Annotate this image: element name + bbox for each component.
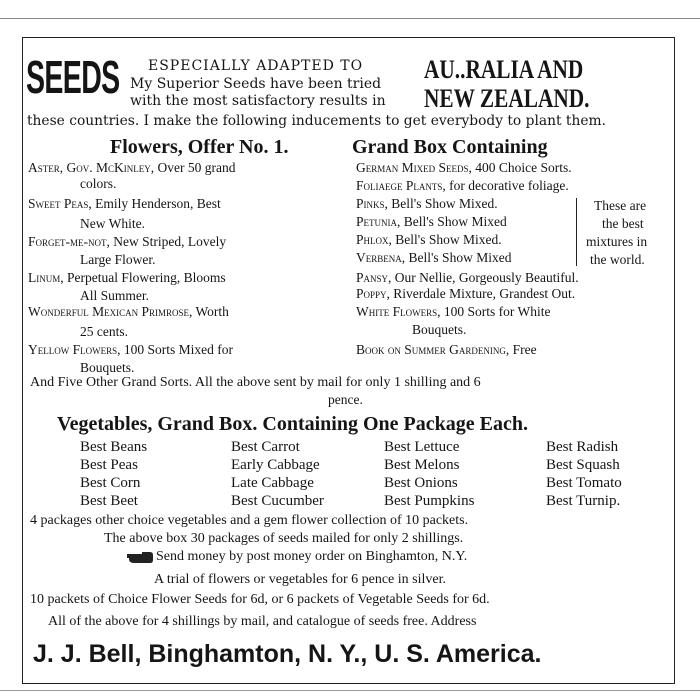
vegetable-item: Best Melons — [384, 457, 460, 473]
flower-item-name: Book on Summer Gardening, — [356, 342, 510, 357]
flower-item-continuation: Bouquets. — [412, 322, 467, 337]
vegetable-item: Best Tomato — [546, 475, 622, 491]
flower-item-name: Wonderful Mexican Primrose, — [28, 304, 193, 319]
veg-line-1: 4 packages other choice vegetables and a gem flower collection of 10 packets. — [30, 513, 469, 528]
intro-line-1: My Superior Seeds have been tried — [130, 76, 382, 92]
flower-item-continuation: All Summer. — [80, 288, 150, 303]
flower-item-right — [356, 196, 498, 212]
flower-item-right — [356, 232, 502, 248]
vegetable-item: Best Lettuce — [384, 439, 460, 455]
vegetable-item: Late Cabbage — [231, 475, 314, 491]
vegetable-item: Best Cucumber — [231, 493, 324, 509]
flower-item-desc: Bell's Show Mixed. — [391, 232, 502, 247]
flower-item-desc: Bell's Show Mixed — [400, 214, 507, 229]
flower-item-continuation: 25 cents. — [80, 324, 128, 339]
veg-line-2: The above box 30 packages of seeds mailed for only 2 shillings. — [104, 531, 464, 546]
flower-item-desc: 400 Choice Sorts. — [471, 160, 572, 175]
flower-item-right — [356, 304, 551, 320]
flower-item-right — [356, 342, 537, 358]
bottom-rule — [0, 690, 700, 691]
flower-item-left — [28, 196, 221, 212]
bracket-divider — [576, 198, 577, 266]
flower-item-name: Foliaege Plants, — [356, 178, 446, 193]
intro-line-2: with the most satisfactory results in — [130, 93, 386, 109]
vegetable-item: Best Beans — [80, 439, 148, 455]
flower-item-desc: New Striped, Lovely — [109, 234, 227, 249]
flower-item-name: Sweet Peas, — [28, 196, 92, 211]
flower-item-name: German Mixed Seeds, — [356, 160, 472, 175]
vegetable-item: Best Radish — [546, 439, 619, 455]
flower-item-desc: Free — [509, 342, 537, 357]
country-australia: AU..RALIA AND — [424, 55, 584, 84]
flower-item-name: Pinks, — [356, 196, 388, 211]
flower-item-name: Yellow Flowers, — [28, 342, 121, 357]
flower-item-left — [28, 234, 226, 250]
flower-item-desc: for decorative foliage. — [445, 178, 569, 193]
adapted-line: ESPECIALLY ADAPTED TO — [148, 58, 364, 74]
flower-item-right — [356, 178, 569, 194]
bracket-note-line: the best — [602, 216, 644, 231]
flowers-closing-1: And Five Other Grand Sorts. All the above sent by mail for only 1 shilling and 6 — [30, 375, 481, 390]
flower-item-continuation: Large Flower. — [80, 252, 156, 267]
flower-item-left — [28, 304, 229, 320]
flower-item-desc: Bell's Show Mixed — [405, 250, 512, 265]
flower-item-left — [28, 160, 235, 176]
flower-item-name: Pansy, — [356, 270, 392, 285]
flower-item-name: Forget-me-not, — [28, 234, 110, 249]
flower-item-left — [28, 270, 226, 286]
vegetable-item: Best Carrot — [231, 439, 300, 455]
veg-line-6: All of the above for 4 shillings by mail, and catalogue of seeds free. Address — [48, 614, 477, 629]
bracket-note-line: the world. — [590, 252, 645, 267]
veg-line-4: A trial of flowers or vegetables for 6 pence in silver. — [154, 572, 446, 587]
flower-item-continuation: New White. — [80, 216, 145, 231]
vegetable-item: Early Cabbage — [231, 457, 320, 473]
flower-item-continuation: colors. — [80, 176, 117, 191]
bracket-note-line: mixtures in — [586, 234, 648, 249]
flower-item-desc: Perpetual Flowering, Blooms — [63, 270, 226, 285]
flower-item-desc: Worth — [192, 304, 229, 319]
grand-box-heading: Grand Box Containing — [352, 136, 548, 158]
flowers-heading: Flowers, Offer No. 1. — [110, 136, 289, 158]
flower-item-name: Aster, Gov. McKinley, — [28, 160, 155, 175]
flower-item-right — [356, 214, 507, 230]
flower-item-name: Phlox, — [356, 232, 392, 247]
top-rule — [0, 18, 700, 19]
pointing-hand-icon — [126, 549, 154, 569]
vegetable-item: Best Pumpkins — [384, 493, 475, 509]
flower-item-desc: Our Nellie, Gorgeously Beautiful. — [391, 270, 579, 285]
seeds-title: SEEDS — [26, 51, 120, 103]
vegetable-item: Best Peas — [80, 457, 138, 473]
flower-item-right — [356, 250, 511, 266]
flower-item-desc: Bell's Show Mixed. — [387, 196, 498, 211]
flower-item-name: Linum, — [28, 270, 64, 285]
vegetable-item: Best Squash — [546, 457, 620, 473]
advertiser-signature: J. J. Bell, Binghamton, N. Y., U. S. America. — [33, 640, 542, 668]
bracket-note-line: These are — [594, 198, 647, 213]
flower-item-left — [28, 342, 233, 358]
flower-item-desc: Over 50 grand — [154, 160, 236, 175]
flower-item-desc: Riverdale Mixture, Grandest Out. — [389, 286, 576, 301]
vegetable-item: Best Onions — [384, 475, 458, 491]
veg-line-3: Send money by post money order on Binghamton, N.Y. — [156, 549, 468, 564]
flower-item-desc: Emily Henderson, Best — [91, 196, 221, 211]
flower-item-right — [356, 160, 572, 176]
vegetables-heading: Vegetables, Grand Box. Containing One Package Each. — [57, 413, 528, 435]
flower-item-name: White Flowers, — [356, 304, 441, 319]
flower-item-desc: 100 Sorts for White — [440, 304, 551, 319]
intro-line-3: these countries. I make the following inducements to get everybody to plant them. — [27, 113, 606, 129]
vegetable-item: Best Turnip. — [546, 493, 621, 509]
vegetable-item: Best Beet — [80, 493, 138, 509]
country-new-zealand: NEW ZEALAND. — [424, 84, 590, 113]
flowers-closing-2: pence. — [328, 392, 363, 407]
flower-item-desc: 100 Sorts Mixed for — [120, 342, 233, 357]
flower-item-continuation: Bouquets. — [80, 360, 135, 375]
flower-item-name: Petunia, — [356, 214, 401, 229]
flower-item-name: Verbena, — [356, 250, 406, 265]
veg-line-5: 10 packets of Choice Flower Seeds for 6d, or 6 packets of Vegetable Seeds for 6d. — [30, 592, 490, 607]
flower-item-right — [356, 286, 575, 302]
flower-item-name: Poppy, — [356, 286, 390, 301]
vegetable-item: Best Corn — [80, 475, 141, 491]
flower-item-right — [356, 270, 579, 286]
